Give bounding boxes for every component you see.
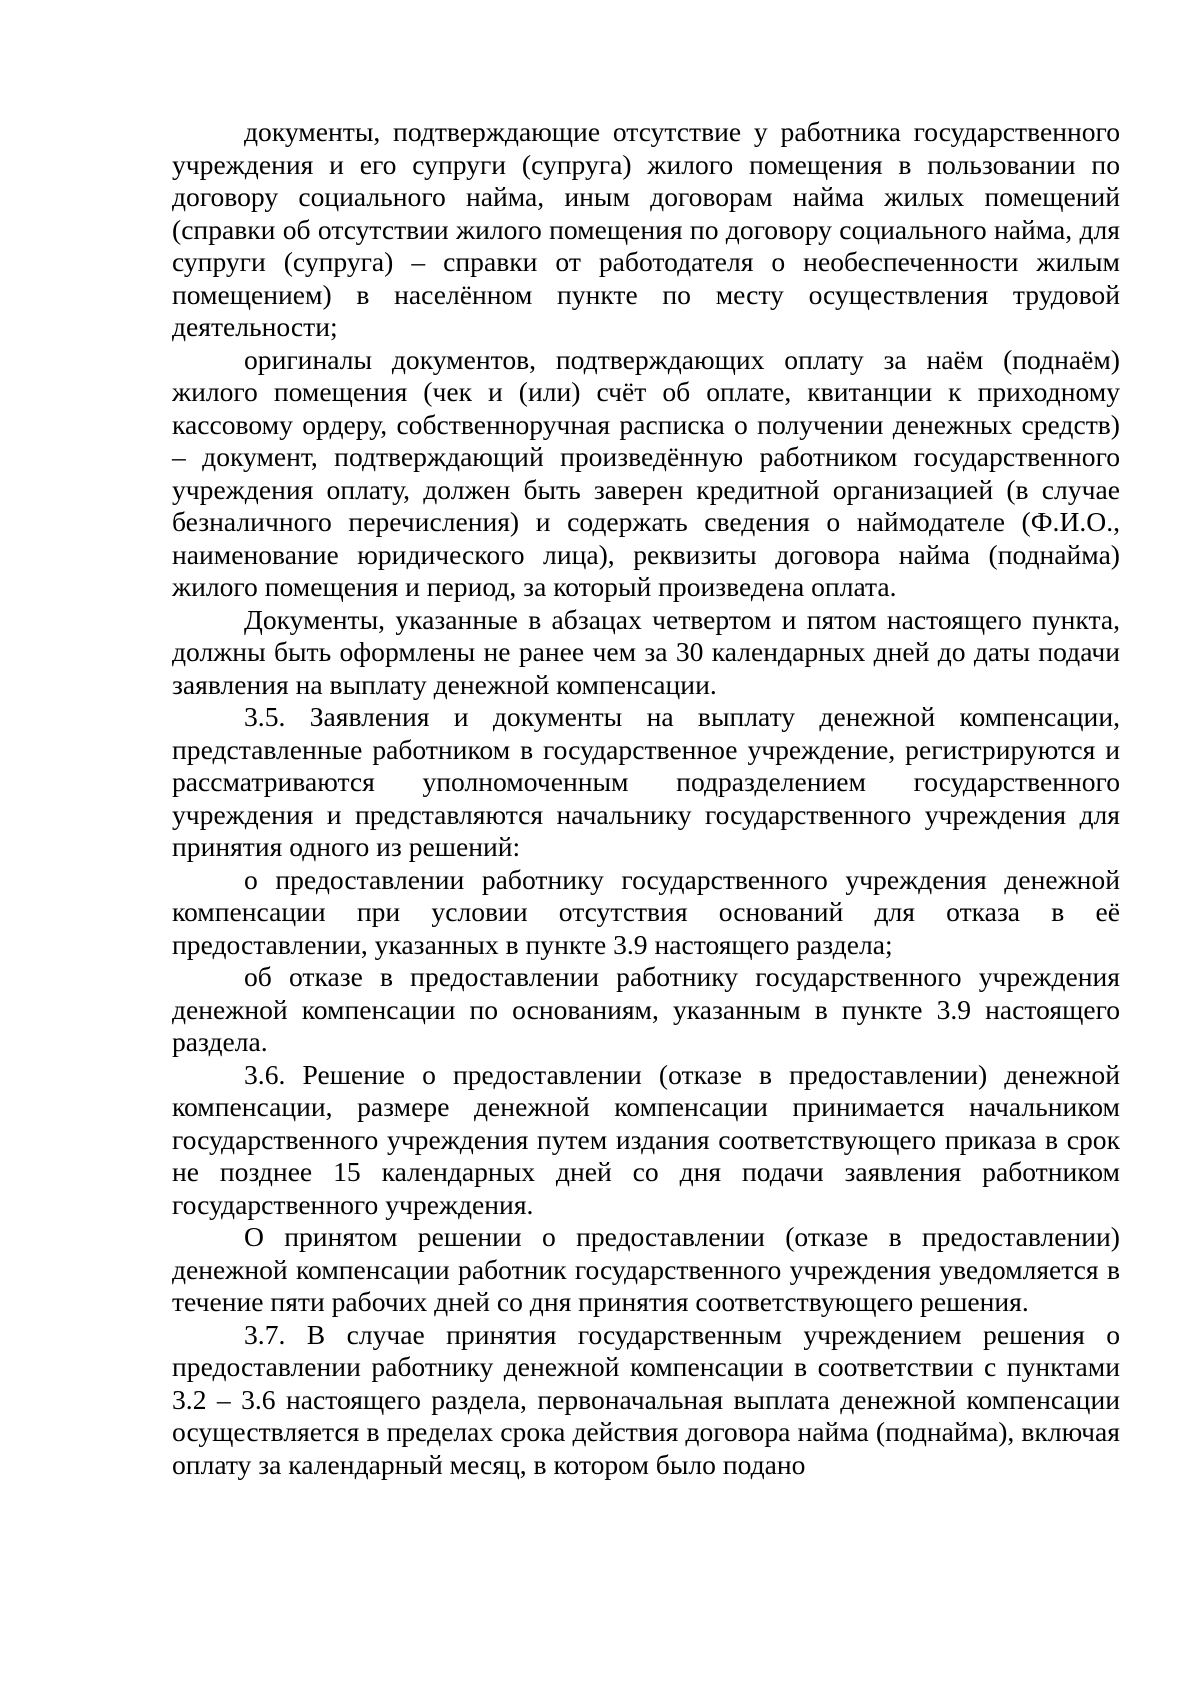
document-page — [172, 116, 1120, 1481]
paragraph-documents-absence: документы, подтверждающие отсутствие у работника государственного учреждения и его супруги (супруга) жилого помещения в пользовании по договору социального найма, иным договорам найма жилых помещений (справки об отсутствии жилого помещения по договору социального найма, для супруги (супруга) – справки от работодателя о необеспеченности жилым помещением) в населённом пункте по месту осуществления трудовой деятельности; — [172, 116, 1120, 342]
paragraph-notification: О принятом решении о предоставлении (отказе в предоставлении) денежной компенсации работник государственного учреждения уведомляется в течение пяти рабочих дней со дня принятия соответствующего решения. — [172, 1221, 1120, 1317]
paragraph-grant-decision: о предоставлении работнику государственного учреждения денежной компенсации при условии отсутствия оснований для отказа в её предоставлении, указанных в пункте 3.9 настоящего раздела; — [172, 863, 1120, 960]
paragraph-payment-originals: оригиналы документов, подтверждающих оплату за наём (поднаём) жилого помещения (чек и (или) счёт об оплате, квитанции к приходному кассовому ордеру, собственноручная расписка о получении денежных средств) – документ, подтверждающий произведённую работником государственного учреждения оплату, должен быть заверен кредитной организацией (в случае безналичного перечисления) и содержать сведения о наймодателе (Ф.И.О., наименование юридического лица), реквизиты договора найма (поднайма) жилого помещения и период, за который произведена оплата. — [172, 343, 1120, 602]
paragraph-documents-deadline: Документы, указанные в абзацах четвертом и пятом настоящего пункта, должны быть оформлены не ранее чем за 30 календарных дней до даты подачи заявления на выплату денежной компенсации. — [172, 603, 1120, 700]
paragraph-clause-3-7: 3.7. В случае принятия государственным учреждением решения о предоставлении работнику денежной компенсации в соответствии с пунктами 3.2 – 3.6 настоящего раздела, первоначальная выплата денежной компенсации осуществляется в пределах срока действия договора найма (поднайма), включая оплату за календарный месяц, в котором было подано — [172, 1318, 1120, 1480]
paragraph-clause-3-5: 3.5. Заявления и документы на выплату денежной компенсации, представленные работником в государственное учреждение, регистрируются и рассматриваются уполномоченным подразделением государственного учреждения и представляются начальнику государственного учреждения для принятия одного из решений: — [172, 701, 1120, 862]
paragraph-clause-3-6: 3.6. Решение о предоставлении (отказе в предоставлении) денежной компенсации, размере денежной компенсации принимается начальником государственного учреждения путем издания соответствующего приказа в срок не позднее 15 календарных дней со дня подачи заявления работником государственного учреждения. — [172, 1058, 1120, 1220]
paragraph-refusal-decision: об отказе в предоставлении работнику государственного учреждения денежной компенсации по основаниям, указанным в пункте 3.9 настоящего раздела. — [172, 961, 1120, 1057]
